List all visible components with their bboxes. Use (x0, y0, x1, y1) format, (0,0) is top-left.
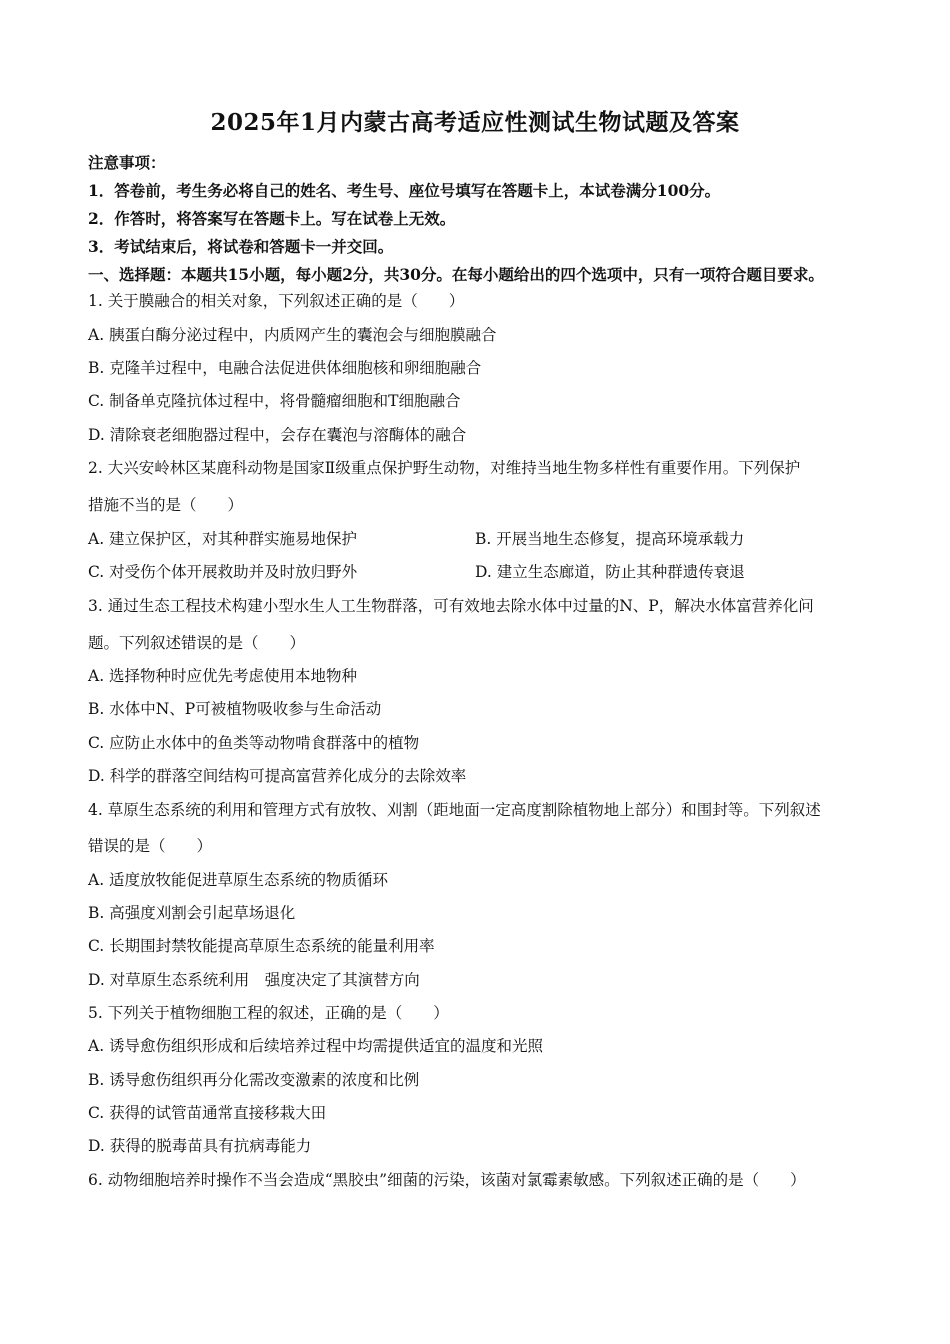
question-stem: 4. 草原生态系统的利用和管理方式有放牧、刈割（距地面一定高度割除植物地上部分）和围封等。下列叙述 (88, 801, 821, 819)
notice-item: 3．考试结束后，将试卷和答题卡一并交回。 (88, 237, 394, 256)
option-b: B. 克隆羊过程中，电融合法促进供体细胞核和卵细胞融合 (88, 359, 482, 377)
option-a: A. 建立保护区，对其种群实施易地保护 (88, 530, 358, 548)
option-c: C. 应防止水体中的鱼类等动物啃食群落中的植物 (88, 734, 420, 752)
option-b: B. 水体中N、P可被植物吸收参与生命活动 (88, 700, 382, 718)
notice-heading: 注意事项： (88, 153, 166, 172)
notice-item: 2．作答时，将答案写在答题卡上。写在试卷上无效。 (88, 209, 456, 228)
notice-item: 1．答卷前，考生务必将自己的姓名、考生号、座位号填写在答题卡上，本试卷满分100分。 (88, 181, 721, 200)
option-d: D. 获得的脱毒苗具有抗病毒能力 (88, 1137, 312, 1155)
question-stem: 3. 通过生态工程技术构建小型水生人工生物群落，可有效地去除水体中过量的N、P，解决水体富营养化问 (88, 597, 814, 615)
option-d: D. 科学的群落空间结构可提高富营养化成分的去除效率 (88, 767, 467, 785)
question-stem: 1. 关于膜融合的相关对象，下列叙述正确的是（ ） (88, 292, 465, 310)
question-stem: 5. 下列关于植物细胞工程的叙述，正确的是（ ） (88, 1004, 449, 1022)
question-stem-cont: 错误的是（ ） (88, 837, 213, 855)
option-a: A. 适度放牧能促进草原生态系统的物质循环 (88, 871, 389, 889)
option-d: D. 清除衰老细胞器过程中，会存在囊泡与溶酶体的融合 (88, 426, 467, 444)
option-c: C. 获得的试管苗通常直接移栽大田 (88, 1104, 327, 1122)
option-a: A. 胰蛋白酶分泌过程中，内质网产生的囊泡会与细胞膜融合 (88, 326, 497, 344)
option-c: C. 制备单克隆抗体过程中，将骨髓瘤细胞和T细胞融合 (88, 392, 461, 410)
question-stem: 6. 动物细胞培养时操作不当会造成“黑胶虫”细菌的污染，该菌对氯霉素敏感。下列叙述正确的是（ ） (88, 1171, 806, 1189)
section-heading: 一、选择题：本题共15小题，每小题2分，共30分。在每小题给出的四个选项中，只有一项符合题目要求。 (88, 265, 824, 284)
option-b: B. 高强度刈割会引起草场退化 (88, 904, 296, 922)
question-stem-cont: 措施不当的是（ ） (88, 496, 244, 514)
option-a: A. 选择物种时应优先考虑使用本地物种 (88, 667, 358, 685)
option-a: A. 诱导愈伤组织形成和后续培养过程中均需提供适宜的温度和光照 (88, 1037, 544, 1055)
page-title: 2025年1月内蒙古高考适应性测试生物试题及答案 (210, 109, 740, 136)
question-stem: 2. 大兴安岭林区某鹿科动物是国家Ⅱ级重点保护野生动物，对维持当地生物多样性有重要作用。下列保护 (88, 459, 801, 477)
option-c: C. 对受伤个体开展救助并及时放归野外 (88, 563, 358, 581)
option-b: B. 开展当地生态修复，提高环境承载力 (475, 530, 745, 548)
option-d: D. 建立生态廊道，防止其种群遗传衰退 (475, 563, 745, 581)
option-b: B. 诱导愈伤组织再分化需改变激素的浓度和比例 (88, 1071, 420, 1089)
option-d: D. 对草原生态系统利用 强度决定了其演替方向 (88, 971, 420, 989)
question-stem-cont: 题。下列叙述错误的是（ ） (88, 634, 306, 652)
option-c: C. 长期围封禁牧能提高草原生态系统的能量利用率 (88, 937, 435, 955)
